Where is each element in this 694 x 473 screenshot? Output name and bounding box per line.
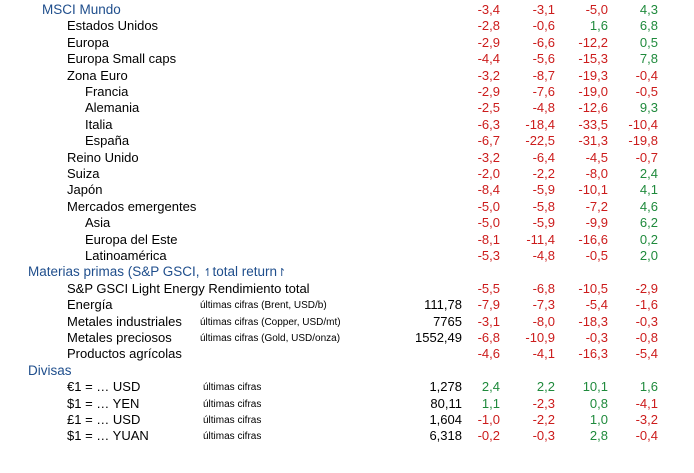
label-text: España — [85, 133, 130, 149]
change-cell: -33,5 — [578, 116, 608, 132]
change-cell: -10,1 — [578, 182, 608, 198]
change-cell: -4,6 — [477, 346, 500, 362]
change-cell: -2,8 — [477, 18, 500, 34]
change-cell: -19,3 — [578, 67, 608, 83]
table-row — [0, 248, 694, 264]
label-emphasis: total return — [212, 264, 278, 280]
change-cell: -7,2 — [585, 198, 608, 214]
change-cell: -2,9 — [477, 34, 500, 50]
label-text: Italia — [85, 116, 113, 132]
label-text: S&P GSCI Light Energy Rendimiento total — [67, 280, 310, 296]
table-row — [0, 100, 694, 116]
change-cell: -2,2 — [532, 412, 555, 427]
arrow-up-icon: ↿ — [203, 267, 213, 280]
change-cell: -0,4 — [635, 67, 658, 83]
change-cell: 2,0 — [639, 248, 658, 263]
change-cell: -6,8 — [477, 330, 500, 345]
table-row — [0, 428, 694, 444]
change-cell: -4,8 — [532, 100, 555, 116]
row-label — [85, 84, 128, 100]
change-cell: -2,5 — [477, 100, 500, 116]
change-cell: -7,9 — [477, 297, 500, 313]
row-label — [67, 346, 182, 362]
arrow-up-icon: ↾ — [277, 267, 287, 280]
change-cell: 2,4 — [481, 379, 500, 395]
label-text: Energía — [67, 297, 113, 313]
table-row — [0, 166, 694, 182]
change-cell: -7,3 — [532, 297, 555, 313]
change-cell: 0,2 — [639, 231, 658, 247]
change-cell: -12,2 — [578, 34, 608, 50]
change-cell: -6,6 — [532, 34, 555, 50]
table-row — [0, 281, 694, 297]
change-cell: -4,5 — [585, 149, 608, 165]
row-note: últimas cifras (Brent, USD/b) — [200, 300, 327, 312]
latest-value: 1,604 — [429, 412, 462, 427]
latest-value: 1,278 — [429, 379, 462, 395]
row-label — [85, 232, 178, 248]
section-header-row — [0, 363, 694, 379]
table-row — [0, 51, 694, 67]
change-cell: 2,2 — [536, 379, 555, 395]
change-cell: 2,8 — [589, 428, 608, 444]
change-cell: -31,3 — [578, 133, 608, 149]
change-cell: -9,9 — [585, 215, 608, 231]
row-label — [67, 412, 140, 428]
row-label — [85, 248, 167, 264]
table-row — [0, 35, 694, 51]
change-cell: -6,7 — [477, 133, 500, 149]
section-title — [28, 264, 286, 281]
change-cell: 4,3 — [639, 2, 658, 17]
change-cell: -6,4 — [532, 149, 555, 165]
label-text: Francia — [85, 84, 129, 99]
change-cell: -5,6 — [532, 51, 555, 67]
change-cell: -0,2 — [477, 428, 500, 444]
row-note: últimas cifras — [203, 382, 262, 394]
label-text: MSCI Mundo — [42, 2, 121, 17]
change-cell: -0,3 — [585, 330, 608, 345]
table-row — [0, 68, 694, 84]
row-label — [67, 51, 176, 67]
latest-value: 80,11 — [430, 395, 462, 411]
change-cell: -10,5 — [578, 280, 608, 296]
row-label — [67, 314, 182, 330]
change-cell: -1,0 — [477, 412, 500, 427]
table-row — [0, 215, 694, 231]
change-cell: 0,5 — [639, 34, 658, 50]
row-label — [67, 35, 109, 51]
change-cell: -8,4 — [477, 182, 500, 198]
row-label — [85, 100, 139, 116]
row-note: últimas cifras (Gold, USD/onza) — [200, 333, 341, 344]
change-cell: 0,8 — [589, 395, 608, 411]
change-cell: -15,3 — [578, 51, 608, 67]
row-label — [67, 428, 149, 444]
change-cell: -7,6 — [532, 84, 555, 99]
table-row — [0, 150, 694, 166]
change-cell: -0,5 — [635, 84, 658, 99]
table-row — [0, 396, 694, 412]
change-cell: -5,0 — [477, 198, 500, 214]
change-cell: -6,8 — [532, 280, 555, 296]
row-note: últimas cifras — [203, 431, 262, 443]
table-row — [0, 133, 694, 149]
change-cell: -5,5 — [477, 280, 500, 296]
label-text: Europa del Este — [85, 231, 178, 247]
change-cell: -5,3 — [477, 248, 500, 263]
change-cell: -10,9 — [525, 330, 555, 345]
label-text: Europa — [67, 34, 109, 50]
change-cell: -4,1 — [532, 346, 555, 362]
row-label — [67, 150, 139, 166]
change-cell: -18,4 — [525, 116, 555, 132]
change-cell: -5,8 — [532, 198, 555, 214]
latest-value: 111,78 — [424, 297, 462, 313]
change-cell: -0,6 — [532, 18, 555, 34]
label-text: Metales preciosos — [67, 330, 172, 345]
label-text: Mercados emergentes — [67, 198, 197, 214]
change-cell: -3,4 — [477, 2, 500, 17]
change-cell: 10,1 — [582, 379, 608, 395]
label-text: Metales industriales — [67, 313, 182, 329]
change-cell: -19,8 — [628, 133, 658, 149]
change-cell: -19,0 — [578, 84, 608, 99]
section-title — [42, 2, 121, 18]
change-cell: -3,2 — [635, 412, 658, 427]
change-cell: -8,7 — [532, 67, 555, 83]
latest-value: 6,318 — [429, 428, 462, 444]
row-label — [67, 281, 310, 297]
change-cell: -16,6 — [578, 231, 608, 247]
row-label — [67, 68, 128, 84]
table-row — [0, 297, 694, 313]
change-cell: 9,3 — [639, 100, 658, 116]
label-text: Japón — [67, 182, 103, 198]
change-cell: -3,1 — [532, 2, 555, 17]
change-cell: -2,9 — [477, 84, 500, 99]
change-cell: -0,4 — [635, 428, 658, 444]
section-header-row — [0, 2, 694, 18]
table-row — [0, 199, 694, 215]
change-cell: -0,8 — [635, 330, 658, 345]
row-label — [67, 330, 172, 346]
change-cell: -8,0 — [585, 166, 608, 181]
change-cell: -0,3 — [635, 313, 658, 329]
section-title — [28, 363, 72, 379]
row-note: últimas cifras (Copper, USD/mt) — [200, 316, 341, 328]
change-cell: -8,1 — [477, 231, 500, 247]
table-row — [0, 346, 694, 362]
change-cell: -5,4 — [635, 346, 658, 362]
label-text: Alemania — [85, 100, 140, 116]
change-cell: -4,1 — [635, 395, 658, 411]
change-cell: -18,3 — [578, 313, 608, 329]
change-cell: 4,6 — [639, 198, 658, 214]
table-row — [0, 330, 694, 346]
table-row — [0, 18, 694, 34]
change-cell: 7,8 — [639, 51, 658, 67]
change-cell: -0,7 — [635, 149, 658, 165]
change-cell: -10,4 — [628, 116, 658, 132]
row-label — [67, 166, 100, 182]
change-cell: 2,4 — [639, 166, 658, 181]
change-cell: -0,3 — [532, 428, 555, 444]
table-row — [0, 232, 694, 248]
change-cell: -8,0 — [532, 313, 555, 329]
row-note: últimas cifras — [203, 398, 262, 410]
table-row — [0, 314, 694, 330]
label-text: Europa Small caps — [67, 51, 177, 67]
row-label — [67, 297, 113, 313]
table-row — [0, 412, 694, 428]
change-cell: -5,0 — [585, 2, 608, 17]
change-cell: -4,4 — [477, 51, 500, 67]
label-text: Reino Unido — [67, 149, 139, 165]
change-cell: -5,0 — [477, 215, 500, 231]
row-note: últimas cifras — [203, 415, 262, 426]
row-label — [85, 215, 110, 231]
change-cell: 1,1 — [481, 395, 500, 411]
change-cell: -3,1 — [477, 313, 500, 329]
change-cell: -2,3 — [532, 395, 555, 411]
label-text: €1 = … USD — [67, 379, 141, 395]
latest-value: 7765 — [433, 313, 462, 329]
label-text: Productos agrícolas — [67, 346, 182, 362]
change-cell: -22,5 — [525, 133, 555, 149]
change-cell: 1,6 — [589, 18, 608, 34]
change-cell: -3,2 — [477, 67, 500, 83]
change-cell: -5,4 — [585, 297, 608, 313]
label-text: Suiza — [67, 166, 100, 181]
label-text: Asia — [85, 215, 111, 231]
section-header-row — [0, 264, 694, 280]
table-row — [0, 84, 694, 100]
label-text: Materias primas (S&P GSCI, — [28, 264, 204, 280]
change-cell: -2,0 — [477, 166, 500, 181]
label-text: Zona Euro — [67, 67, 128, 83]
label-text: Divisas — [28, 362, 72, 378]
change-cell: -5,9 — [532, 182, 555, 198]
change-cell: 1,0 — [589, 412, 608, 427]
row-label — [67, 182, 102, 198]
label-text: Latinoamérica — [85, 248, 167, 263]
change-cell: 1,6 — [639, 379, 658, 395]
label-text: $1 = … YEN — [67, 395, 140, 411]
row-label — [67, 199, 196, 215]
row-label — [67, 396, 139, 412]
change-cell: -5,9 — [532, 215, 555, 231]
change-cell: 6,8 — [639, 18, 658, 34]
change-cell: -1,6 — [635, 297, 658, 313]
change-cell: -11,4 — [526, 231, 555, 247]
change-cell: -3,2 — [477, 149, 500, 165]
row-label — [67, 379, 140, 395]
row-label — [85, 117, 112, 133]
change-cell: -0,5 — [585, 248, 608, 263]
change-cell: -2,2 — [532, 166, 555, 181]
change-cell: -2,9 — [635, 280, 658, 296]
change-cell: -12,6 — [578, 100, 608, 116]
change-cell: -6,3 — [477, 116, 500, 132]
row-label — [85, 133, 129, 149]
label-text: Estados Unidos — [67, 18, 159, 34]
row-label — [67, 18, 158, 34]
change-cell: 4,1 — [639, 182, 658, 198]
table-row — [0, 117, 694, 133]
table-row — [0, 379, 694, 395]
latest-value: 1552,49 — [415, 330, 462, 345]
change-cell: -4,8 — [532, 248, 555, 263]
table-row — [0, 182, 694, 198]
label-text: $1 = … YUAN — [67, 428, 149, 444]
change-cell: 6,2 — [639, 215, 658, 231]
change-cell: -16,3 — [578, 346, 608, 362]
label-text: £1 = … USD — [67, 412, 141, 427]
